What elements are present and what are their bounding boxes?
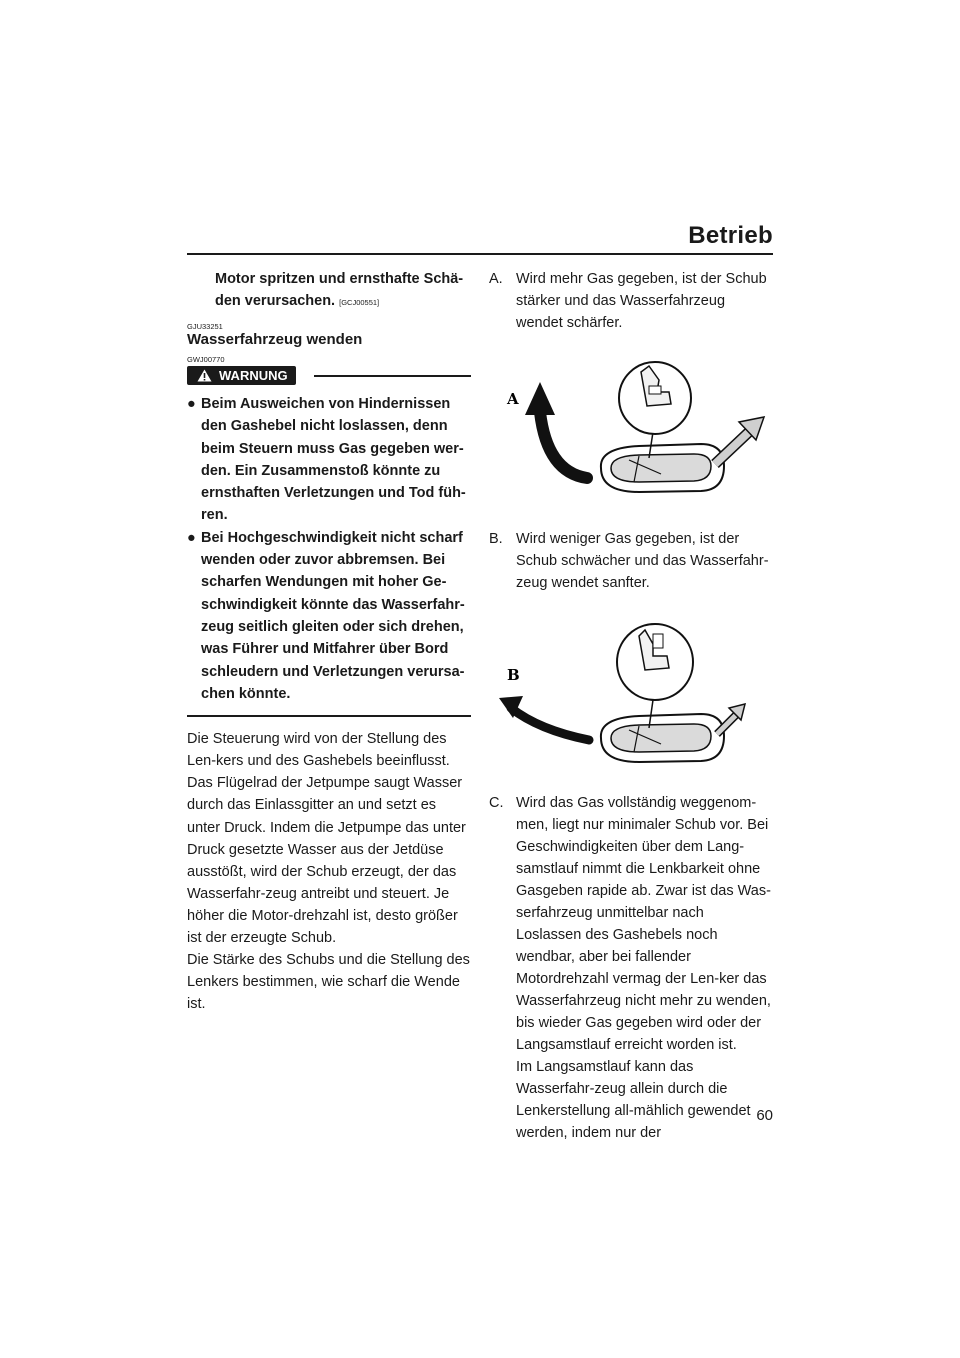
item-letter: C.: [489, 795, 504, 811]
figure-a-label: A: [507, 390, 519, 408]
warning-label-text: WARNUNG: [219, 368, 288, 383]
figure-gentle-turn: [489, 616, 773, 776]
bullet-icon: ●: [187, 396, 196, 412]
bullet-icon: ●: [187, 529, 196, 546]
paragraph-line: Die Stärke des Schubs und die Stellung des Lenkers bestimmen, wie scharf die Wende ist.: [187, 952, 470, 1013]
figure-b-label: B: [507, 666, 520, 684]
warning-code: GWJ00770: [187, 355, 225, 364]
paragraph-line: Das Flügelrad der Jetpumpe saugt Wasser durch das Einlassgitter an und setzt es unter Druck. Indem die Jetpumpe das unter Druck gesetzte Wasser aus der Jetdüse ausstößt, wird der Schub erzeugt, der das Wasserfahr-zeug antreibt und steuert. Je höher die Motor-drehzahl ist, desto größer ist der erzeugte Schub.: [187, 775, 466, 946]
warning-item-text: Beim Ausweichen von Hindernissen den Gashebel nicht loslassen, denn beim Steuern muss Gas gegeben wer-den. Ein Zusammenstoß könnte zu ernsthaften Verletzungen und Tod füh-ren.: [201, 396, 466, 524]
warning-list: [187, 393, 471, 705]
item-text: Wird mehr Gas gegeben, ist der Schub stärker und das Wasserfahrzeug wendet schärfer.: [516, 271, 767, 331]
item-text: Wird weniger Gas gegeben, ist der Schub schwächer und das Wasserfahr-zeug wendet sanfter.: [516, 531, 769, 591]
figure-sharp-turn: [489, 360, 773, 510]
continued-warning: [215, 268, 471, 314]
left-column: [187, 268, 471, 1015]
section-title: Wasserfahrzeug wenden: [187, 331, 363, 348]
right-column: [489, 268, 773, 1144]
warning-item: [187, 527, 471, 705]
warning-item: [187, 393, 471, 527]
paragraph-line: Die Steuerung wird von der Stellung des Len-kers und des Gashebels beeinflusst.: [187, 731, 450, 770]
item-letter: A.: [489, 271, 503, 287]
warning-item-text: Bei Hochgeschwindigkeit nicht scharf wenden oder zuvor abbremsen. Bei scharfen Wendungen mit hoher Ge-schwindigkeit könnte das Wasserfahr-zeug seitlich gleiten oder sich drehen, was Führer und Mitfahrer über Bord schleudern und Verletzungen verursa-chen könnte.: [201, 529, 465, 702]
item-text: Wird das Gas vollständig weggenom-men, liegt nur minimaler Schub vor. Bei Geschwindigkeiten über dem Lang-samstlauf nimmt die Lenkbarkeit ohne Gasgeben rapide ab. Zwar ist das Was-serfahrzeug unmittelbar nach Loslassen des Gashebels noch wendbar, aber bei fallender Motordrehzahl vermag der Len-ker das Wasserfahrzeug nicht mehr zu wenden, bis wieder Gas gegeben wird oder der Langsamstlauf erreicht worden ist.: [516, 795, 771, 1053]
warning-triangle-icon: [197, 369, 212, 382]
list-item-b: [489, 528, 773, 594]
list-item-c: [489, 792, 773, 1144]
header-rule: [187, 253, 773, 255]
header-title: Betrieb: [688, 222, 773, 249]
warning-label: [187, 366, 296, 385]
warning-header-rule: [314, 375, 471, 377]
warning-box: [187, 366, 471, 717]
warning-header: [187, 366, 471, 385]
continued-warning-code: [GCJ00551]: [339, 298, 380, 307]
section-code: GJU33251: [187, 322, 223, 331]
page-number: 60: [756, 1107, 773, 1124]
continued-warning-text: Motor spritzen und ernsthafte Schä-den verursachen.: [215, 271, 464, 309]
list-item-a: [489, 268, 773, 334]
body-paragraph: [187, 728, 471, 1015]
item-letter: B.: [489, 531, 503, 547]
item-text-continued: Im Langsamstlauf kann das Wasserfahr-zeug allein durch die Lenkerstellung all-mählich gewendet werden, indem nur der: [516, 1059, 751, 1141]
